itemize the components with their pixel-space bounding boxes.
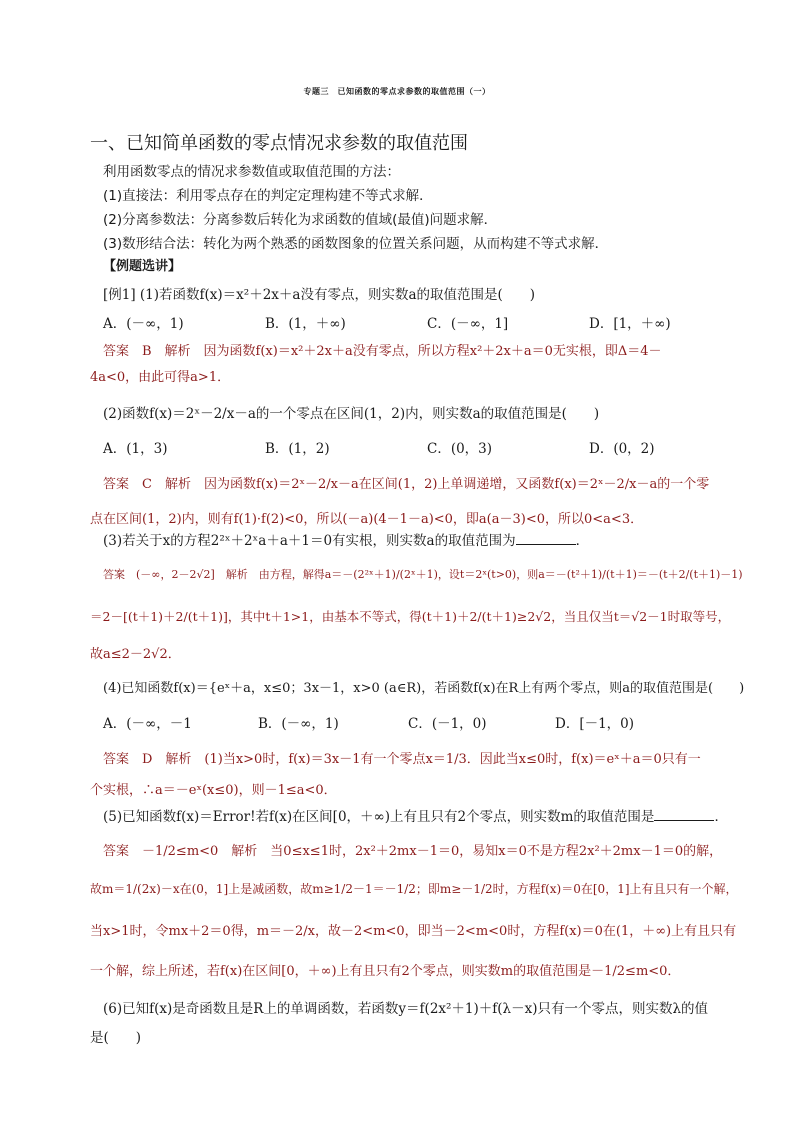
question-4: (4)已知函数f(x)＝{eˣ＋a，x≤0；3x－1，x>0 (a∈R)，若函数f(x)在R上有两个零点，则a的取值范围是( ) (103, 681, 745, 696)
option: A．(1，3) (103, 441, 168, 457)
answer-blank (516, 532, 576, 545)
answer-line: 答案 C 解析 因为函数f(x)＝2ˣ－2/x－a在区间(1，2)上单调递增，又函数f(x)＝2ˣ－2/x－a的一个零 (103, 477, 710, 492)
answer-line: 故m＝1/(2x)－x在(0，1]上是减函数，故m≥1/2－1＝－1/2；即m≥－1/2时，方程f(x)＝0在[0，1]上有且只有一个解， (90, 882, 738, 896)
option: A．(－∞，1) (103, 316, 184, 332)
option: D．[－1，0) (555, 716, 635, 732)
option: B．(1，＋∞) (265, 316, 346, 332)
intro-line: 利用函数零点的情况求参数值或取值范围的方法： (103, 164, 400, 180)
option: C．(－∞，1] (427, 316, 509, 332)
intro-line: (1)直接法：利用零点存在的判定定理构建不等式求解． (103, 188, 433, 204)
question-5-text: (5)已知函数f(x)＝Error!若f(x)在区间[0，＋∞)上有且只有2个零点，则实数m的取值范围是 (103, 809, 655, 825)
intro-line: (3)数形结合法：转化为两个熟悉的函数图象的位置关系问题，从而构建不等式求解． (103, 236, 609, 252)
page-title: 专题三 已知函数的零点求参数的取值范围（一） (303, 87, 491, 96)
option: C．(－1，0) (408, 716, 487, 732)
answer-line: 当x>1时，令mx＋2＝0得，m＝－2/x，故－2<m<0，即当－2<m<0时，方程f(x)＝0在(1，＋∞)上有且只有 (90, 924, 737, 939)
answer-line: 点在区间(1，2)内，则有f(1)·f(2)<0，所以(－a)(4－1－a)<0，即a(a－3)<0，所以0<a<3． (90, 512, 644, 527)
question-2: (2)函数f(x)＝2ˣ－2/x－a的一个零点在区间(1，2)内，则实数a的取值范围是( ) (103, 406, 600, 422)
question-1: [例1] (1)若函数f(x)＝x²＋2x＋a没有零点，则实数a的取值范围是( ) (103, 287, 536, 303)
answer-line: 答案 D 解析 (1)当x>0时，f(x)＝3x－1有一个零点x＝1/3．因此当x≤0时，f(x)＝eˣ＋a＝0只有一 (103, 752, 701, 767)
question-3-text: (3)若关于x的方程2²ˣ＋2ˣa＋a＋1＝0有实根，则实数a的取值范围为 (103, 533, 516, 549)
answer-line: 故a≤2－2√2． (90, 647, 181, 662)
question-3: (3)若关于x的方程2²ˣ＋2ˣa＋a＋1＝0有实根，则实数a的取值范围为 ． (103, 533, 590, 549)
answer-line: 答案 (－∞，2－2√2] 解析 由方程，解得a＝－(2²ˣ＋1)/(2ˣ＋1)，设t＝2ˣ(t>0)，则a＝－(t²＋1)/(t＋1)＝－(t＋2/(t＋1)－1) (103, 568, 743, 581)
answer-line: ＝2－[(t＋1)＋2/(t＋1)]，其中t＋1>1，由基本不等式，得(t＋1)＋2/(t＋1)≥2√2，当且仅当t＝√2－1时取等号， (90, 609, 731, 624)
option: C．(0，3) (427, 441, 493, 457)
answer-line: 一个解，综上所述，若f(x)在区间[0，＋∞)上有且只有2个零点，则实数m的取值范围是－1/2≤m<0． (90, 964, 681, 979)
question-6: (6)已知f(x)是奇函数且是R上的单调函数，若函数y＝f(2x²＋1)＋f(λ－x)只有一个零点，则实数λ的值 (103, 1001, 709, 1017)
intro-line: (2)分离参数法：分离参数后转化为求函数的值域(最值)问题求解． (103, 212, 498, 228)
answer-line: 答案 B 解析 因为函数f(x)＝x²＋2x＋a没有零点，所以方程x²＋2x＋a＝0无实根，即Δ＝4－ (103, 344, 662, 359)
section-heading: 一、已知简单函数的零点情况求参数的取值范围 (90, 133, 468, 154)
answer-line: 答案 －1/2≤m<0 解析 当0≤x≤1时，2x²＋2mx－1＝0，易知x＝0不是方程2x²＋2mx－1＝0的解， (103, 844, 723, 859)
answer-blank (654, 808, 714, 821)
question-6-cont: 是( ) (90, 1030, 142, 1046)
option: A．(－∞，－1 (103, 716, 192, 732)
option: B．(－∞，1) (258, 716, 339, 732)
answer-line: 个实根，∴a＝－eˣ(x≤0)，则－1≤a<0． (90, 783, 337, 798)
option: D．(0，2) (589, 441, 655, 457)
answer-line: 4a<0，由此可得a>1． (90, 370, 231, 385)
question-5: (5)已知函数f(x)＝Error!若f(x)在区间[0，＋∞)上有且只有2个零点，则实数m的取值范围是 ． (103, 809, 728, 825)
option: B．(1，2) (265, 441, 330, 457)
example-tag: 【例题选讲】 (103, 259, 182, 274)
option: D．[1，＋∞) (589, 316, 671, 332)
